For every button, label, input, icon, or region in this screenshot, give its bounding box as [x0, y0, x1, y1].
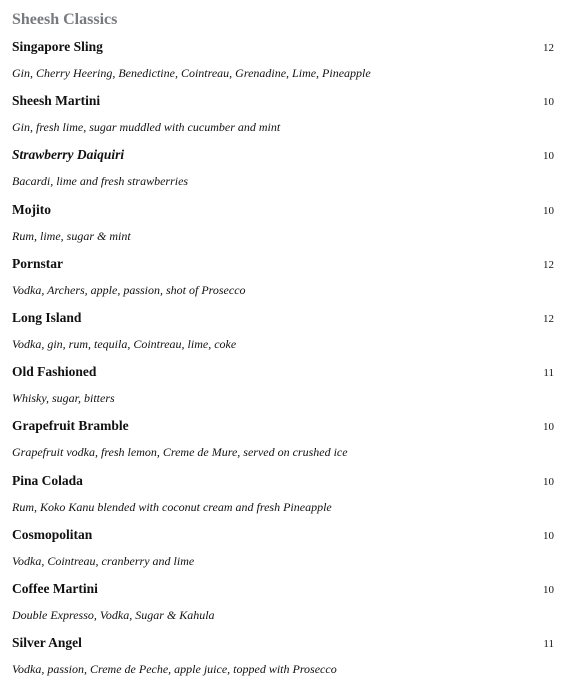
menu-item-price: 12	[543, 42, 554, 54]
menu-item-name: Grapefruit Bramble	[12, 418, 129, 434]
menu-item-name: Sheesh Martini	[12, 93, 101, 109]
menu-item-description: Bacardi, lime and fresh strawberries	[12, 174, 189, 189]
menu-item-price: 10	[543, 583, 554, 596]
menu-item-name: Cosmopolitan	[12, 526, 93, 542]
menu-item	[12, 359, 556, 413]
cocktail-menu	[12, 10, 556, 684]
menu-item-price: 10	[543, 204, 554, 217]
menu-item-price: 11	[543, 638, 554, 651]
menu-item-price: 10	[543, 475, 554, 488]
menu-item-description: Double Expresso, Vodka, Sugar & Kahula	[12, 607, 215, 622]
menu-item-list	[12, 34, 556, 684]
menu-item-description: Gin, fresh lime, sugar muddled with cucumber and mint	[12, 120, 281, 135]
menu-item-description: Vodka, passion, Creme de Peche, apple juice, topped with Prosecco	[12, 662, 337, 677]
menu-item-price: 10	[543, 150, 554, 163]
menu-item-name: Long Island	[12, 309, 82, 325]
menu-item-description: Grapefruit vodka, fresh lemon, Creme de Mure, served on crushed ice	[12, 445, 348, 460]
menu-item-price: 10	[543, 421, 554, 434]
menu-item-price: 12	[543, 312, 554, 325]
menu-item-description: Rum, Koko Kanu blended with coconut cream and fresh Pineapple	[12, 499, 332, 514]
menu-item-description: Vodka, gin, rum, tequila, Cointreau, lime, coke	[12, 336, 237, 351]
menu-item-price: 12	[543, 258, 554, 271]
menu-item-price: 10	[543, 96, 554, 109]
menu-item	[12, 576, 556, 630]
menu-item-name: Mojito	[12, 201, 51, 217]
menu-item	[12, 142, 556, 196]
section-title: Sheesh Classics	[12, 11, 118, 28]
menu-item-description: Whisky, sugar, bitters	[12, 391, 115, 406]
menu-item	[12, 305, 556, 359]
menu-item	[12, 413, 556, 467]
menu-item-price: 11	[543, 367, 554, 380]
menu-item	[12, 88, 556, 142]
menu-item-name: Pina Colada	[12, 472, 83, 488]
menu-item-name: Pornstar	[12, 255, 63, 271]
menu-item-name: Silver Angel	[12, 635, 82, 651]
menu-item	[12, 34, 556, 88]
menu-item-name: Old Fashioned	[12, 364, 97, 380]
menu-item	[12, 251, 556, 305]
menu-item-name: Strawberry Daiquiri	[12, 147, 125, 163]
menu-item	[12, 522, 556, 576]
menu-item-name: Singapore Sling	[12, 39, 103, 54]
menu-item	[12, 468, 556, 522]
menu-item-price: 10	[543, 529, 554, 542]
menu-item-description: Gin, Cherry Heering, Benedictine, Cointreau, Grenadine, Lime, Pineapple	[12, 66, 371, 80]
menu-item-description: Vodka, Cointreau, cranberry and lime	[12, 553, 195, 568]
menu-item	[12, 630, 556, 684]
menu-item-description: Vodka, Archers, apple, passion, shot of Prosecco	[12, 282, 246, 297]
menu-item-description: Rum, lime, sugar & mint	[12, 228, 131, 243]
menu-item	[12, 197, 556, 251]
menu-item-name: Coffee Martini	[12, 580, 98, 596]
